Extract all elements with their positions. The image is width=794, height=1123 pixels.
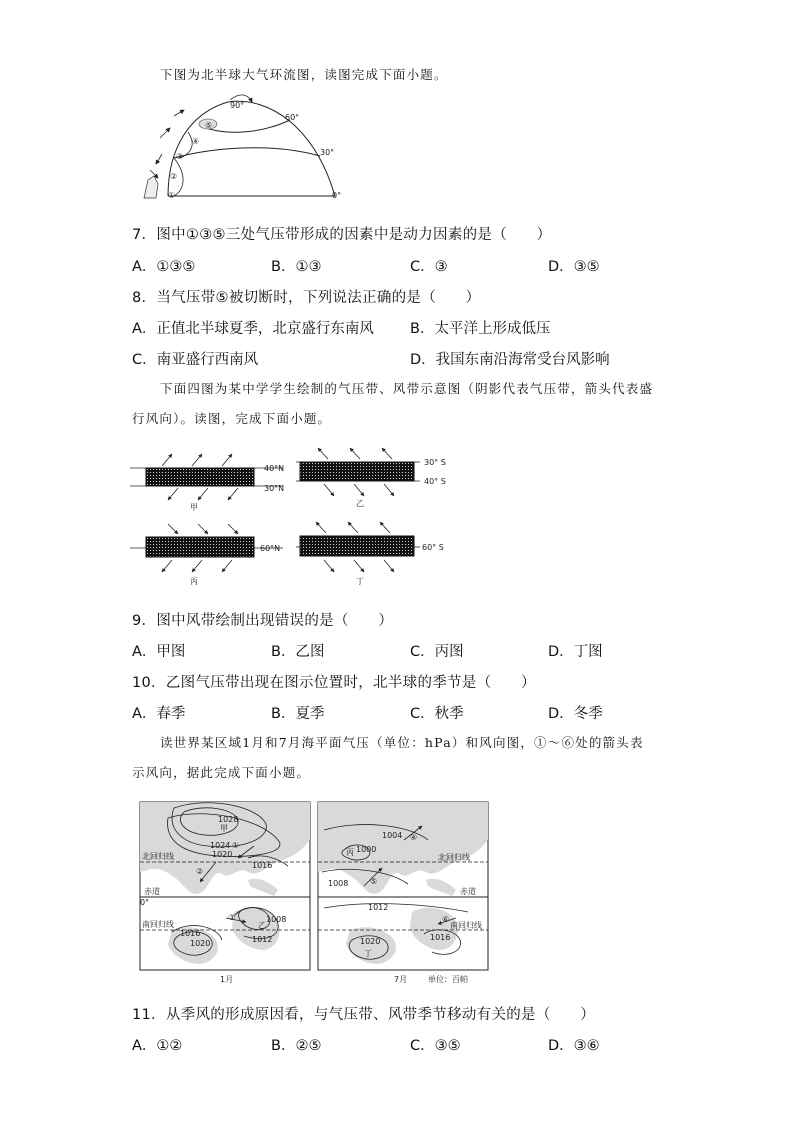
q9-option-d[interactable]: D．丁图 — [548, 644, 603, 660]
jul-marker-6: ⑥ — [442, 915, 450, 924]
question-11: 11．从季风的形成原因看，与气压带、风带季节移动有关的是（ ） — [132, 1007, 596, 1023]
lat-30-label: 30° — [320, 148, 335, 157]
intro-text-2-line1: 下面四图为某中学学生绘制的气压带、风带示意图（阴影代表气压带，箭头代表盛 — [160, 381, 654, 396]
jan-tropic-n: 北回归线 — [142, 852, 174, 861]
q7-option-d[interactable]: D．③⑤ — [548, 259, 600, 275]
jul-tropic-n: 北回归线 — [438, 853, 470, 862]
jul-isobar-1000: 1000 — [356, 845, 377, 854]
diagram-yi — [296, 448, 446, 508]
lat-90-label: 90° — [230, 101, 245, 110]
jul-isobar-1016: 1016 — [430, 933, 451, 942]
jan-low-label: 乙 — [258, 921, 266, 930]
intro-text-2-line2: 行风向）。读图，完成下面小题。 — [132, 411, 332, 426]
jul-isobar-1020: 1020 — [360, 937, 381, 946]
q9-option-c[interactable]: C．丙图 — [410, 644, 464, 660]
map-january — [140, 802, 310, 984]
belt-5-label: ⑤ — [205, 121, 213, 130]
ding-lat: 60° S — [422, 543, 444, 552]
jan-isobar-1020b: 1020 — [190, 939, 211, 948]
belt-1-label: ① — [168, 191, 176, 200]
q11-option-b[interactable]: B．②⑤ — [271, 1038, 322, 1054]
jan-zero: 0° — [140, 898, 150, 907]
jan-isobar-1016: 1016 — [252, 861, 273, 870]
belt-3-label: ③ — [176, 152, 184, 161]
lat-0-label: 0° — [332, 191, 342, 200]
q10-option-d[interactable]: D．冬季 — [548, 706, 603, 722]
q8-option-d[interactable]: D．我国东南沿海常受台风影响 — [410, 352, 610, 368]
jan-isobar-1020: 1020 — [212, 850, 233, 859]
jul-equator: 赤道 — [460, 887, 476, 896]
jan-marker-2: ② — [196, 867, 204, 876]
pressure-maps-figure — [138, 800, 490, 986]
jul-isobar-1008: 1008 — [328, 879, 349, 888]
q10-option-c[interactable]: C．秋季 — [410, 706, 464, 722]
jan-isobar-1012: 1012 — [252, 935, 273, 944]
jan-high-label: 甲 — [220, 824, 228, 833]
map-july — [318, 802, 488, 984]
q9-option-b[interactable]: B．乙图 — [271, 644, 325, 660]
jan-isobar-1016b: 1016 — [180, 929, 201, 938]
jan-tropic-s: 南回归线 — [142, 920, 174, 929]
jan-marker-3: ③ — [228, 913, 236, 922]
question-8: 8．当气压带⑤被切断时，下列说法正确的是（ ） — [132, 290, 481, 306]
q11-option-d[interactable]: D．③⑥ — [548, 1038, 600, 1054]
question-10: 10．乙图气压带出现在图示位置时，北半球的季节是（ ） — [132, 675, 536, 691]
q8-option-c[interactable]: C．南亚盛行西南风 — [132, 352, 259, 368]
jan-isobar-1024: 1024 — [210, 841, 231, 850]
pressure-belt-figure — [128, 444, 458, 594]
bing-lat: 60°N — [260, 544, 281, 553]
q11-option-a[interactable]: A．①② — [132, 1038, 183, 1054]
q9-option-a[interactable]: A．甲图 — [132, 644, 186, 660]
jul-tropic-s: 南回归线 — [450, 921, 482, 930]
yi-bottom-lat: 40° S — [424, 477, 446, 486]
q10-option-a[interactable]: A．春季 — [132, 706, 186, 722]
jul-marker-4: ④ — [410, 833, 418, 842]
question-7: 7．图中①③⑤三处气压带形成的因素中是动力因素的是（ ） — [132, 227, 552, 243]
intro-text-3-line1: 读世界某区域1月和7月海平面气压（单位：hPa）和风向图，①～⑥处的箭头表 — [160, 735, 644, 750]
ding-name: 丁 — [356, 577, 364, 586]
jul-high-label: 丁 — [364, 949, 372, 958]
bing-name: 丙 — [190, 577, 198, 586]
jia-bottom-lat: 30°N — [264, 484, 285, 493]
jan-marker-1: ① — [232, 841, 240, 850]
q10-option-b[interactable]: B．夏季 — [271, 706, 325, 722]
diagram-bing — [130, 524, 283, 586]
yi-top-lat: 30° S — [424, 458, 446, 467]
jan-title: 1月 — [220, 975, 234, 984]
q8-option-a[interactable]: A．正值北半球夏季，北京盛行东南风 — [132, 321, 374, 337]
jan-isobar-1008: 1008 — [266, 915, 287, 924]
jia-top-lat: 40°N — [264, 464, 285, 473]
jul-low-label: 丙 — [346, 848, 354, 857]
belt-2-label: ② — [170, 172, 178, 181]
circulation-figure — [130, 98, 350, 210]
jul-marker-5: ⑤ — [370, 877, 378, 886]
diagram-ding — [296, 522, 444, 586]
jul-isobar-1012: 1012 — [368, 903, 389, 912]
intro-text-1: 下图为北半球大气环流图，读图完成下面小题。 — [160, 67, 448, 82]
q7-option-a[interactable]: A．①③⑤ — [132, 259, 196, 275]
q7-option-b[interactable]: B．①③ — [271, 259, 322, 275]
diagram-jia — [130, 454, 284, 512]
lat-60-label: 60° — [285, 113, 300, 122]
belt-4-label: ④ — [192, 137, 200, 146]
jan-equator: 赤道 — [144, 887, 160, 896]
jan-isobar-1028: 1028 — [218, 815, 239, 824]
q11-option-c[interactable]: C．③⑤ — [410, 1038, 461, 1054]
intro-text-3-line2: 示风向，据此完成下面小题。 — [132, 765, 311, 780]
q8-option-b[interactable]: B．太平洋上形成低压 — [410, 321, 551, 337]
jul-isobar-1004: 1004 — [382, 831, 403, 840]
yi-name: 乙 — [356, 499, 364, 508]
question-9: 9．图中风带绘制出现错误的是（ ） — [132, 613, 394, 629]
jul-title: 7月 — [394, 975, 408, 984]
jia-name: 甲 — [190, 503, 198, 512]
jul-unit: 单位：百帕 — [428, 975, 468, 984]
q7-option-c[interactable]: C．③ — [410, 259, 448, 275]
